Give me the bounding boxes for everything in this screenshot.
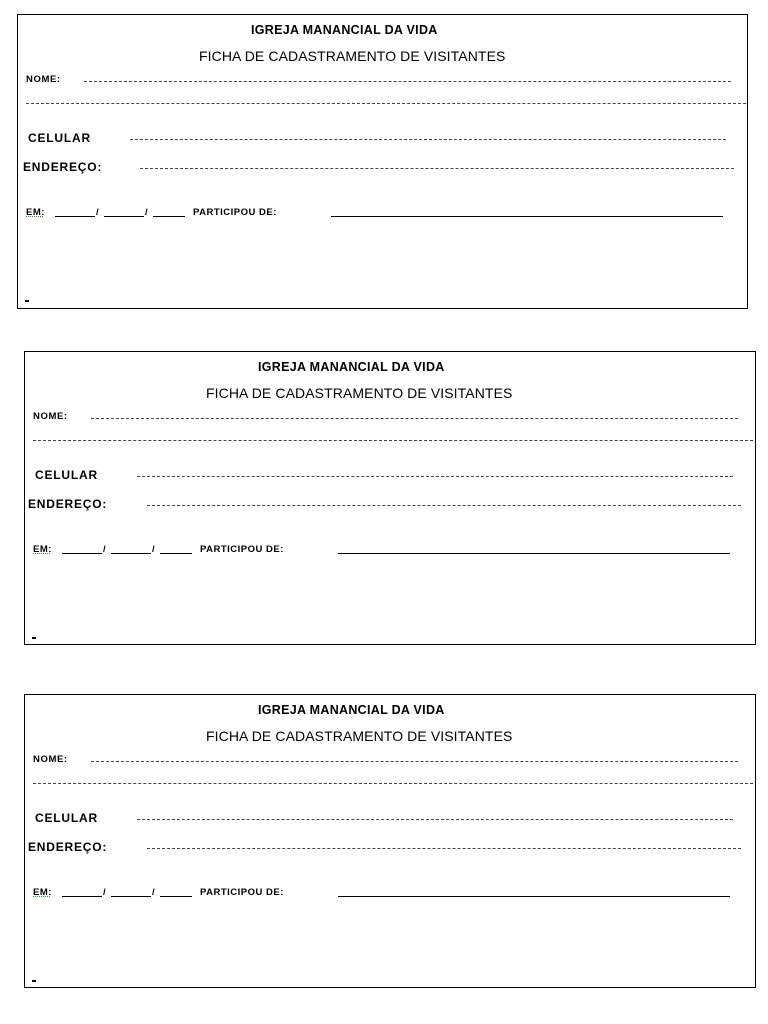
form-title: FICHA DE CADASTRAMENTO DE VISITANTES xyxy=(206,728,513,744)
visitor-form-2 xyxy=(24,351,756,645)
address-field-line[interactable] xyxy=(147,848,741,849)
church-name: IGREJA MANANCIAL DA VIDA xyxy=(258,703,445,717)
date-year-line[interactable] xyxy=(153,216,185,217)
phone-field-line[interactable] xyxy=(137,476,733,477)
date-day-line[interactable] xyxy=(62,553,102,554)
date-month-line[interactable] xyxy=(104,216,144,217)
name-field-line[interactable] xyxy=(91,761,738,762)
phone-label: CELULAR xyxy=(35,468,98,482)
date-row xyxy=(33,887,52,898)
date-separator: / xyxy=(152,544,156,555)
name-field-line[interactable] xyxy=(84,81,731,82)
name-field-line[interactable] xyxy=(91,418,738,419)
church-name: IGREJA MANANCIAL DA VIDA xyxy=(258,360,445,374)
date-separator: / xyxy=(103,544,107,555)
date-day-line[interactable] xyxy=(62,896,102,897)
phone-field-line[interactable] xyxy=(137,819,733,820)
corner-mark xyxy=(25,300,29,302)
name-extra-line[interactable] xyxy=(33,440,753,441)
name-extra-line[interactable] xyxy=(26,103,746,104)
corner-mark xyxy=(32,980,36,982)
date-separator: / xyxy=(103,887,107,898)
date-label: EM: xyxy=(26,207,45,218)
date-label: EM: xyxy=(33,887,52,898)
participated-label: PARTICIPOU DE: xyxy=(193,207,277,218)
form-title: FICHA DE CADASTRAMENTO DE VISITANTES xyxy=(199,48,506,64)
address-label: ENDEREÇO: xyxy=(23,160,103,174)
date-year-line[interactable] xyxy=(160,553,192,554)
date-year-line[interactable] xyxy=(160,896,192,897)
visitor-form-1 xyxy=(17,14,748,309)
phone-label: CELULAR xyxy=(35,811,98,825)
phone-field-line[interactable] xyxy=(130,139,726,140)
address-field-line[interactable] xyxy=(140,168,734,169)
church-name: IGREJA MANANCIAL DA VIDA xyxy=(251,23,438,37)
address-field-line[interactable] xyxy=(147,505,741,506)
name-label: NOME: xyxy=(26,74,61,85)
name-extra-line[interactable] xyxy=(33,783,753,784)
date-month-line[interactable] xyxy=(111,896,151,897)
corner-mark xyxy=(32,637,36,639)
date-day-line[interactable] xyxy=(55,216,95,217)
date-month-line[interactable] xyxy=(111,553,151,554)
participated-label: PARTICIPOU DE: xyxy=(200,544,284,555)
participated-field-line[interactable] xyxy=(338,553,730,554)
name-label: NOME: xyxy=(33,411,68,422)
address-label: ENDEREÇO: xyxy=(28,840,108,854)
participated-label: PARTICIPOU DE: xyxy=(200,887,284,898)
participated-field-line[interactable] xyxy=(331,216,723,217)
date-separator: / xyxy=(145,207,149,218)
date-row xyxy=(26,207,45,218)
name-label: NOME: xyxy=(33,754,68,765)
phone-label: CELULAR xyxy=(28,131,91,145)
participated-field-line[interactable] xyxy=(338,896,730,897)
date-separator: / xyxy=(96,207,100,218)
date-row xyxy=(33,544,52,555)
date-separator: / xyxy=(152,887,156,898)
date-label: EM: xyxy=(33,544,52,555)
visitor-form-3 xyxy=(24,694,756,988)
form-title: FICHA DE CADASTRAMENTO DE VISITANTES xyxy=(206,385,513,401)
address-label: ENDEREÇO: xyxy=(28,497,108,511)
